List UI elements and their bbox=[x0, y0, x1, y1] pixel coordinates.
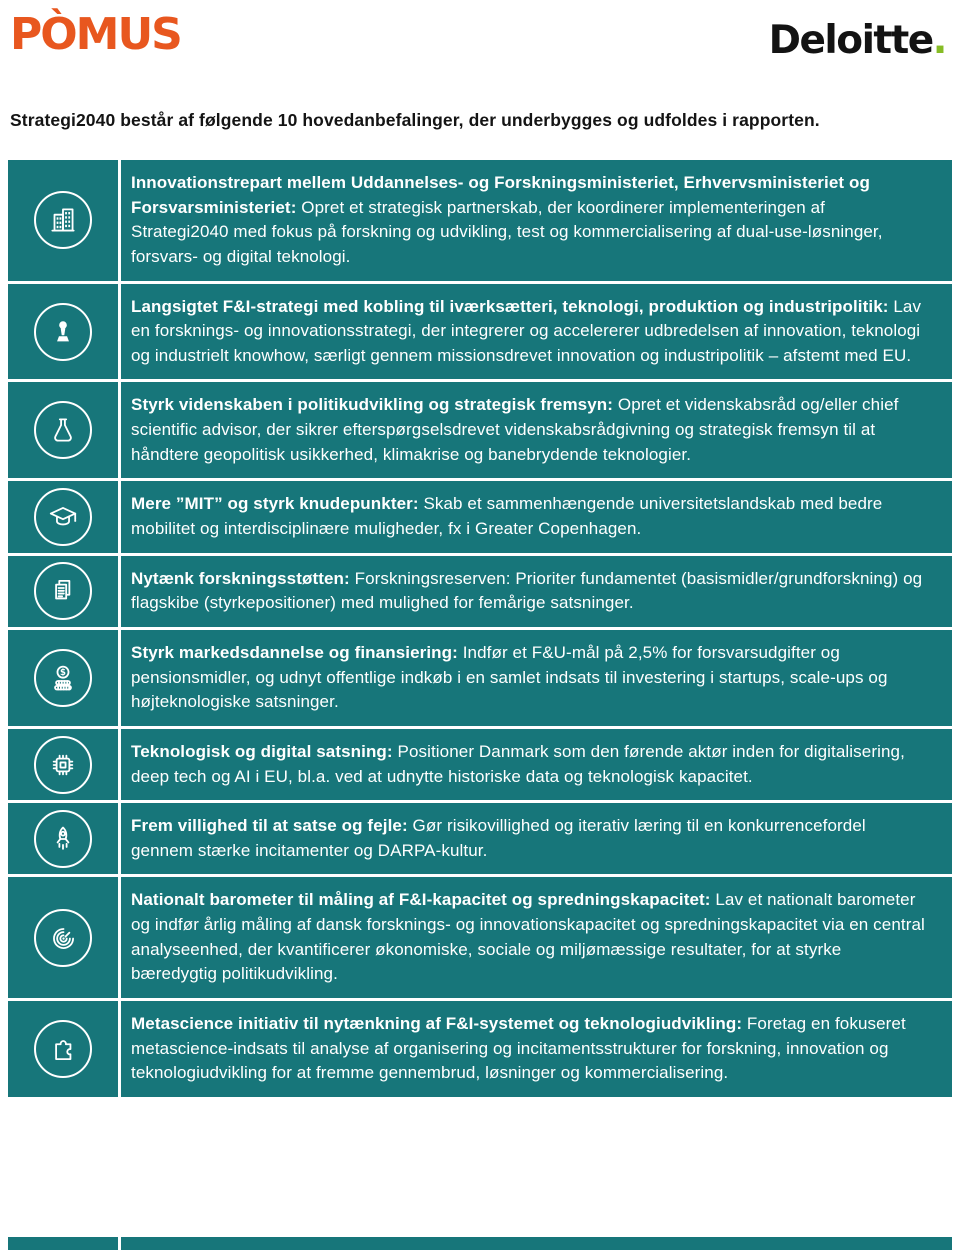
recommendation-text-cell bbox=[121, 160, 952, 281]
coins-icon bbox=[34, 649, 92, 707]
recommendation-row bbox=[8, 160, 952, 281]
recommendation-icon-cell bbox=[8, 729, 118, 800]
recommendation-title: Styrk markedsdannelse og finansiering: bbox=[131, 642, 458, 662]
recommendation-body: Opret et videnskabsråd og/eller chief scientific advisor, der sikrer efterspørgselsdrevet videnskabsrådgivning og strategisk fremsyn til at håndtere geopolitisk usikkerhed, klimakrise og banebrydende teknologier. bbox=[131, 395, 899, 464]
chess-pawn-icon bbox=[34, 303, 92, 361]
recommendation-icon-cell bbox=[8, 284, 118, 380]
recommendation-title: Innovationstrepart mellem Uddannelses- og Forskningsministeriet, Erhvervsministeriet og Forsvarsministeriet: bbox=[131, 173, 870, 217]
recommendation-row bbox=[8, 630, 952, 726]
partial-next-row bbox=[8, 1237, 952, 1250]
partial-icon-cell bbox=[8, 1237, 118, 1250]
recommendation-text bbox=[131, 641, 926, 715]
recommendation-text-cell bbox=[121, 1001, 952, 1097]
recommendations-list bbox=[8, 160, 952, 1097]
recommendation-row bbox=[8, 877, 952, 998]
recommendation-text-cell bbox=[121, 630, 952, 726]
recommendation-text bbox=[131, 888, 926, 987]
recommendation-row bbox=[8, 382, 952, 478]
recommendation-row bbox=[8, 729, 952, 800]
flask-icon bbox=[34, 401, 92, 459]
recommendation-text bbox=[131, 295, 926, 369]
documents-icon bbox=[34, 562, 92, 620]
intro-text: Strategi2040 består af følgende 10 hovedanbefalinger, der underbygges og udfoldes i rapporten. bbox=[10, 110, 820, 130]
recommendation-icon-cell bbox=[8, 630, 118, 726]
recommendation-title: Teknologisk og digital satsning: bbox=[131, 741, 393, 761]
recommendation-body: Gør risikovillighed og iterativ læring til en konkurrencefordel gennem stærke incitamenter og DARPA-kultur. bbox=[131, 816, 866, 860]
rocket-icon bbox=[34, 810, 92, 868]
recommendation-row bbox=[8, 481, 952, 552]
recommendation-body: Forskningsreserven: Prioriter fundamentet (basismidler/grundforskning) og flagskibe (styrkepositioner) med mulighed for femårige satsninger. bbox=[131, 568, 923, 613]
recommendation-title: Langsigtet F&I-strategi med kobling til iværksætteri, teknologi, produktion og industripolitik: bbox=[131, 296, 889, 316]
recommendation-icon-cell bbox=[8, 382, 118, 478]
recommendation-icon-cell bbox=[8, 160, 118, 281]
recommendation-body: Lav en forsknings- og innovationsstrategi, der integrerer og accelererer udbredelsen af innovation, teknologi og industrielt knowhow, særligt gennem missionsdrevet innovation og industripolitik – afstemt med EU. bbox=[131, 296, 922, 365]
recommendation-row bbox=[8, 556, 952, 627]
puzzle-icon bbox=[34, 1020, 92, 1078]
recommendation-title: Frem villighed til at satse og fejle: bbox=[131, 816, 408, 836]
partial-text-cell bbox=[121, 1237, 952, 1250]
recommendation-text bbox=[131, 393, 926, 467]
recommendation-body: Positioner Danmark som den førende aktør inden for digitalisering, deep tech og AI i EU, bl.a. ved at udnytte historiske data og teknologisk kapacitet. bbox=[131, 741, 905, 786]
recommendation-text bbox=[131, 740, 926, 789]
recommendation-body: Skab et sammenhængende universitetslandskab med bedre mobilitet og interdisciplinære muligheder, fx i Greater Copenhagen. bbox=[131, 494, 883, 539]
deloitte-wordmark: Deloitte bbox=[768, 18, 933, 63]
recommendation-title: Metascience initiativ til nytænkning af F&I-systemet og teknologiudvikling: bbox=[131, 1014, 743, 1034]
recommendation-title: Styrk videnskaben i politikudvikling og strategisk fremsyn: bbox=[131, 395, 614, 415]
recommendation-icon-cell bbox=[8, 556, 118, 627]
recommendation-title: Nytænk forskningsstøtten: bbox=[131, 568, 350, 588]
recommendation-body: Opret et strategisk partnerskab, der koordinerer implementeringen af Strategi2040 med fokus på forskning og udvikling, test og kommercialisering af dual-use-løsninger, forsvars- og digital teknologi. bbox=[131, 197, 883, 266]
recommendation-title: Mere ”MIT” og styrk knudepunkter: bbox=[131, 494, 419, 514]
chip-icon bbox=[34, 736, 92, 794]
svg-text:$: $ bbox=[60, 668, 66, 679]
recommendation-text bbox=[131, 567, 926, 616]
pomus-logo: PÒMUS bbox=[10, 9, 181, 60]
recommendation-text-cell bbox=[121, 284, 952, 380]
page-header bbox=[0, 0, 960, 63]
recommendation-text-cell bbox=[121, 382, 952, 478]
recommendation-icon-cell bbox=[8, 877, 118, 998]
recommendation-row bbox=[8, 284, 952, 380]
deloitte-logo bbox=[768, 18, 946, 63]
recommendation-text bbox=[131, 814, 926, 863]
recommendation-icon-cell bbox=[8, 1001, 118, 1097]
recommendation-text-cell bbox=[121, 877, 952, 998]
recommendation-text-cell bbox=[121, 481, 952, 552]
graduation-cap-icon bbox=[34, 488, 92, 546]
recommendation-icon-cell bbox=[8, 481, 118, 552]
recommendation-text bbox=[131, 1012, 926, 1086]
recommendation-body: Lav et nationalt barometer og indfør årlig måling af dansk forsknings- og innovationskapacitet og spredningskapacitet via en central analyseenhed, der kvantificerer økonomiske, sociale og miljømæssige resultater, for at styrke bæredygtig politikudvikling. bbox=[131, 890, 925, 984]
recommendation-text-cell bbox=[121, 803, 952, 874]
recommendation-text-cell bbox=[121, 556, 952, 627]
deloitte-green-dot: . bbox=[932, 18, 946, 63]
recommendation-text-cell bbox=[121, 729, 952, 800]
recommendation-title: Nationalt barometer til måling af F&I-kapacitet og spredningskapacitet: bbox=[131, 890, 711, 910]
recommendation-body: Indfør et F&U-mål på 2,5% for forsvarsudgifter og pensionsmidler, og udnyt offentlige indkøb i en samlet indsats til investering i startups, scale-ups og højteknologiske satsninger. bbox=[131, 642, 888, 712]
building-icon bbox=[34, 191, 92, 249]
recommendation-body: Foretag en fokuseret metascience-indsats til analyse af organisering og incitamentsstrukturer for forskning, innovation og teknologiudvikling for at fremme gennembrud, løsninger og kommercialisering. bbox=[131, 1014, 906, 1083]
recommendation-text bbox=[131, 171, 926, 270]
recommendation-row bbox=[8, 803, 952, 874]
recommendation-text bbox=[131, 492, 926, 541]
recommendation-row bbox=[8, 1001, 952, 1097]
gauge-icon bbox=[34, 909, 92, 967]
recommendation-icon-cell bbox=[8, 803, 118, 874]
